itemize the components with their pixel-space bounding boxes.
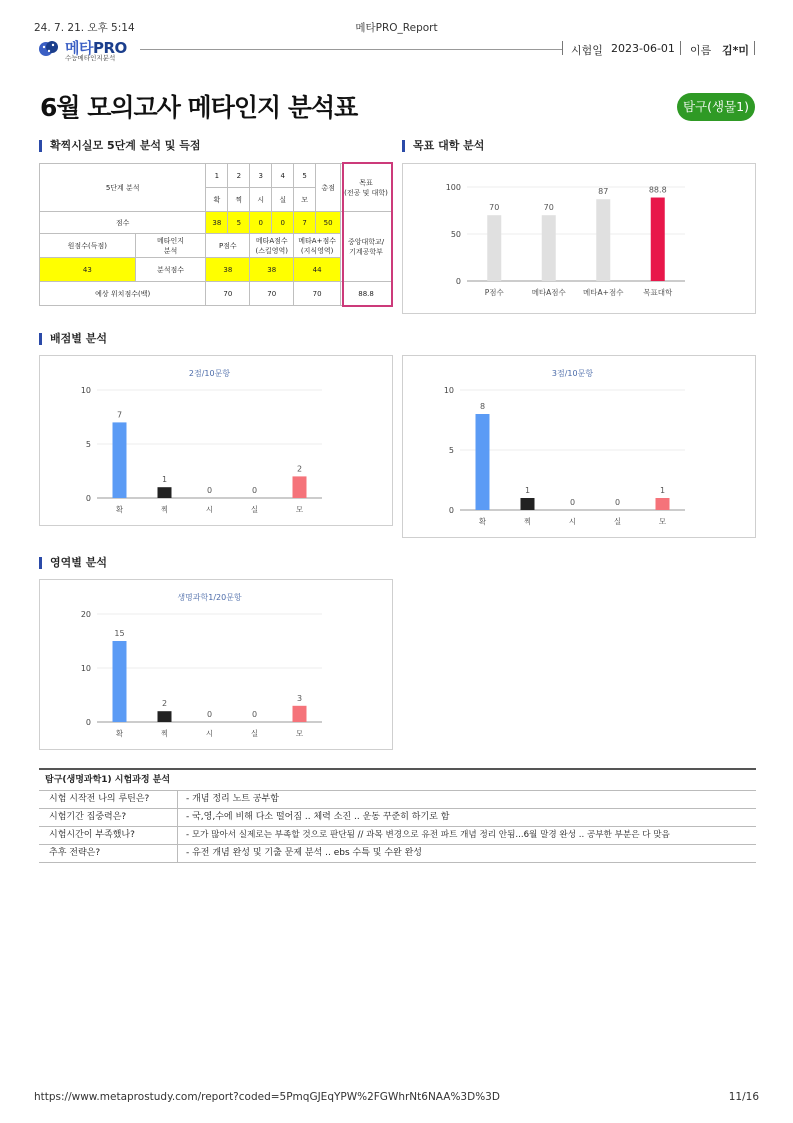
step-num: 2 — [228, 164, 250, 188]
x-tick-label: 실 — [250, 729, 259, 738]
table-row — [39, 791, 756, 809]
data-label: 2 — [296, 464, 303, 474]
student-name: 김*미 — [722, 44, 750, 57]
x-tick-label: 모 — [295, 729, 304, 738]
target-chart-panel — [402, 163, 756, 314]
data-label: 0 — [206, 710, 213, 719]
bar — [487, 215, 501, 281]
area-chart — [40, 580, 392, 749]
bar — [656, 498, 670, 510]
expected-meta-a: 70 — [250, 282, 294, 306]
bar — [113, 422, 127, 498]
section-title-by-area: 영역별 분석 — [39, 557, 107, 569]
chart-title: 생명과학1/20문항 — [177, 593, 242, 602]
x-tick-label: 찍 — [160, 729, 169, 738]
bar — [596, 199, 610, 281]
data-label: 0 — [569, 498, 576, 507]
x-tick-label: 찍 — [523, 517, 532, 526]
expected-p: 70 — [206, 282, 250, 306]
step-label: 모 — [294, 188, 316, 212]
section-title-target: 목표 대학 분석 — [402, 140, 484, 152]
divider — [754, 41, 755, 55]
exam-date-label: 시험일 — [571, 44, 603, 57]
header-total: 총점 — [316, 164, 341, 212]
x-tick-label: 시 — [205, 729, 214, 738]
y-tick-label: 0 — [85, 718, 91, 727]
step-score: 0 — [272, 212, 294, 234]
answer: - 개념 정리 노트 공부함 — [186, 794, 279, 804]
y-tick-label: 10 — [80, 386, 91, 395]
step-label: 찍 — [228, 188, 250, 212]
data-label: 0 — [251, 710, 258, 719]
x-tick-label: 실 — [613, 517, 622, 526]
chart-title: 2점/10문항 — [188, 369, 231, 378]
question: 시험시간이 부족했나? — [39, 827, 178, 844]
bar — [476, 414, 490, 510]
step-label: 확 — [206, 188, 228, 212]
score-label: 점수 — [40, 212, 206, 234]
page-title: 6월 모의고사 메타인지 분석표 — [40, 93, 358, 122]
two-point-chart-panel — [39, 355, 393, 526]
data-label: 3 — [296, 693, 303, 703]
meta-a-plus-label: 메타A+점수 (지식영역) — [294, 234, 341, 258]
three-point-chart-panel — [402, 355, 756, 538]
logo — [38, 37, 138, 63]
table-row — [39, 809, 756, 827]
target-chart — [403, 164, 755, 313]
answer: - 유전 개념 완성 및 기출 문제 분석 .. ebs 수특 및 수완 완성 — [186, 848, 422, 858]
question: 시험 시작전 나의 루틴은? — [39, 791, 178, 808]
x-tick-label: 모 — [658, 517, 667, 526]
area-chart-panel — [39, 579, 393, 750]
raw-score-label: 원점수(득점) — [40, 234, 136, 258]
x-tick-label: 확 — [478, 517, 487, 526]
bar — [521, 498, 535, 510]
meta-a-plus-value: 44 — [294, 258, 341, 282]
total-score: 50 — [316, 212, 341, 234]
step-score: 7 — [294, 212, 316, 234]
table-row — [39, 827, 756, 845]
data-label: 0 — [206, 486, 213, 495]
meta-a-label: 메타A점수 (스킬영역) — [250, 234, 294, 258]
data-label: 88.8 — [648, 185, 667, 195]
y-tick-label: 10 — [80, 664, 91, 673]
header-target: 목표 (전공 및 대학) — [341, 164, 392, 212]
x-tick-label: 확 — [115, 505, 124, 514]
x-tick-label: 모 — [295, 505, 304, 514]
data-label: 1 — [524, 486, 531, 495]
bar — [158, 487, 172, 498]
x-tick-label: 시 — [568, 517, 577, 526]
step-score: 0 — [250, 212, 272, 234]
two-point-chart — [40, 356, 392, 525]
question: 시험기간 집중력은? — [39, 809, 178, 826]
data-label: 1 — [161, 475, 168, 485]
logo-brand: 메타PRO — [65, 39, 127, 57]
table-row — [39, 845, 756, 863]
step-label: 시 — [250, 188, 272, 212]
bar — [542, 215, 556, 281]
exam-process-table — [39, 768, 756, 863]
three-point-chart — [403, 356, 755, 537]
step-num: 1 — [206, 164, 228, 188]
expected-label: 예상 위치점수(백) — [40, 282, 206, 306]
step-score: 38 — [206, 212, 228, 234]
y-tick-label: 50 — [450, 230, 461, 239]
y-tick-label: 0 — [455, 277, 461, 286]
step-num: 5 — [294, 164, 316, 188]
y-tick-label: 0 — [85, 494, 91, 503]
raw-score-value: 43 — [40, 258, 136, 282]
data-label: 70 — [489, 203, 500, 213]
x-tick-label: 메타A점수 — [531, 288, 566, 297]
expected-target: 88.8 — [341, 282, 392, 306]
section-title-by-score: 배점별 분석 — [39, 333, 107, 345]
data-label: 7 — [116, 410, 123, 420]
x-tick-label: 메타A+점수 — [583, 288, 624, 297]
section-title-five-step: 확찍시실모 5단계 분석 및 득점 — [39, 140, 200, 152]
x-tick-label: 실 — [250, 505, 259, 514]
meta-a-value: 38 — [250, 258, 294, 282]
step-score: 5 — [228, 212, 250, 234]
data-label: 8 — [479, 402, 486, 411]
print-datetime: 24. 7. 21. 오후 5:14 — [34, 22, 135, 34]
y-tick-label: 5 — [85, 440, 91, 449]
x-tick-label: 찍 — [160, 505, 169, 514]
data-label: 87 — [598, 187, 609, 197]
data-label: 15 — [114, 629, 125, 638]
x-tick-label: 확 — [115, 729, 124, 738]
question: 추후 전략은? — [39, 845, 178, 862]
y-tick-label: 5 — [448, 446, 454, 455]
x-tick-label: 목표대학 — [643, 288, 673, 297]
answer: - 국,영,수에 비해 다소 떨어짐 .. 체력 소진 .. 운동 꾸준히 하기로 함 — [186, 812, 450, 822]
data-label: 2 — [161, 699, 168, 709]
print-page-number: 11/16 — [728, 1091, 759, 1103]
bar — [293, 706, 307, 722]
data-label: 70 — [543, 203, 554, 213]
print-url: https://www.metaprostudy.com/report?coded=5PmqGJEqYPW%2FGWhrNt6NAA%3D%3D — [34, 1091, 500, 1103]
y-tick-label: 0 — [448, 506, 454, 515]
print-footer — [34, 1091, 759, 1103]
exam-date: 2023-06-01 — [611, 42, 675, 55]
subject-badge: 탐구(생물1) — [677, 93, 755, 121]
y-tick-label: 10 — [443, 386, 454, 395]
logo-subtitle: 수능메타인지분석 — [65, 54, 116, 62]
divider — [562, 41, 563, 55]
name-label: 이름 — [690, 44, 712, 57]
p-score-value: 38 — [206, 258, 250, 282]
analysis-score-label: 분석점수 — [135, 258, 206, 282]
bar — [158, 711, 172, 722]
meta-analysis-label: 메타인지 분석 — [135, 234, 206, 258]
bar — [293, 476, 307, 498]
data-label: 0 — [251, 486, 258, 495]
answer: - 모가 많아서 실제로는 부족할 것으로 판단됨 // 과목 변경으로 유전 파트 개념 정리 안됨...6월 말경 완성 .. 공부한 부분은 다 맞음 — [186, 830, 670, 840]
data-label: 1 — [659, 486, 666, 495]
five-step-table — [39, 163, 392, 306]
brain-logo-icon — [38, 40, 60, 58]
divider — [680, 41, 681, 55]
step-num: 4 — [272, 164, 294, 188]
target-university: 중앙대학교/ 기계공학부 — [341, 212, 392, 282]
print-tab-title: 메타PRO_Report — [355, 22, 438, 34]
step-label: 실 — [272, 188, 294, 212]
y-tick-label: 20 — [80, 610, 91, 619]
chart-title: 3점/10문항 — [551, 369, 594, 378]
step-num: 3 — [250, 164, 272, 188]
header-five-step: 5단계 분석 — [40, 164, 206, 212]
process-title: 탐구(생명과학1) 시험과정 분석 — [39, 770, 756, 791]
expected-meta-a-plus: 70 — [294, 282, 341, 306]
bar — [113, 641, 127, 722]
bar — [651, 198, 665, 281]
x-tick-label: 시 — [205, 505, 214, 514]
p-score-label: P점수 — [206, 234, 250, 258]
x-tick-label: P점수 — [484, 288, 504, 297]
y-tick-label: 100 — [445, 183, 461, 192]
data-label: 0 — [614, 498, 621, 507]
header-divider — [140, 49, 562, 50]
